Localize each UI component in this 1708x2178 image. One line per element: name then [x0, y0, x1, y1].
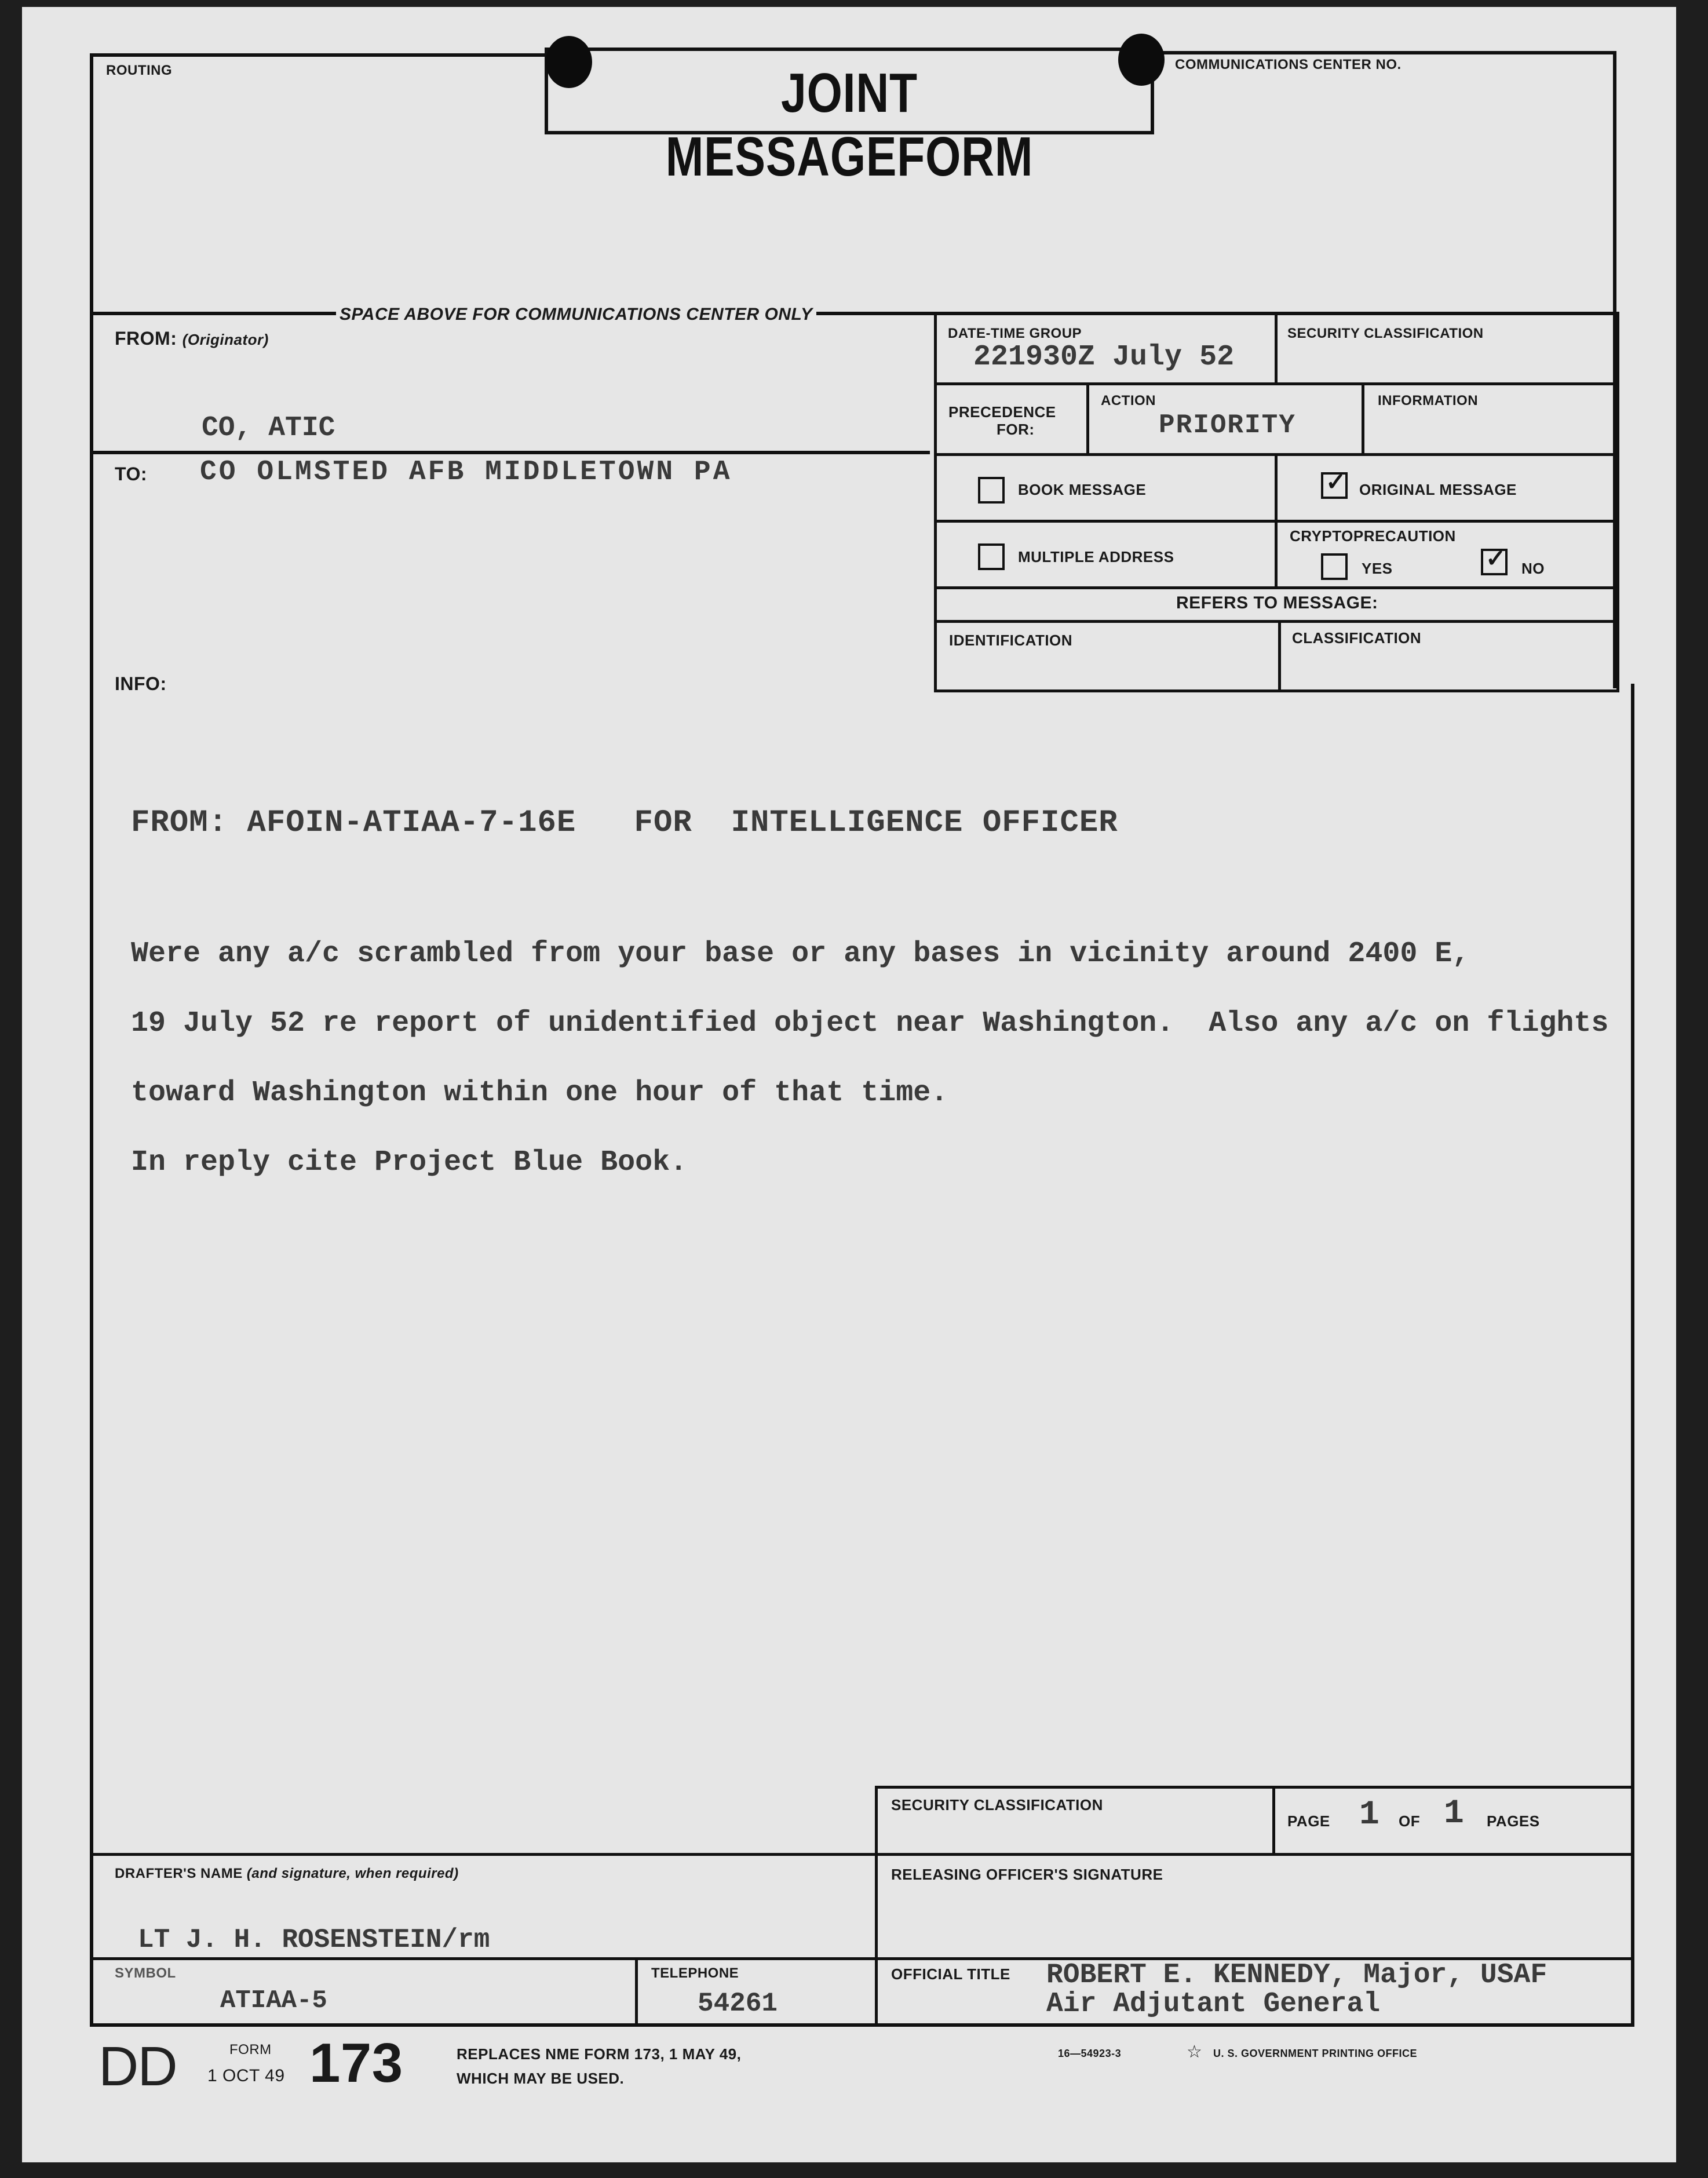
date-time-group-label: DATE-TIME GROUP — [948, 326, 1082, 341]
action-value: PRIORITY — [1159, 410, 1296, 440]
crypto-no-checkbox[interactable] — [1481, 545, 1508, 575]
grid-row-5 — [934, 620, 1619, 623]
replaces-line1: REPLACES NME FORM 173, 1 MAY 49, — [457, 2045, 742, 2063]
official-title-line2: Air Adjutant General — [1046, 1989, 1381, 2020]
symbol-label: SYMBOL — [115, 1965, 176, 1981]
drafter-note: (and signature, when required) — [246, 1866, 459, 1881]
message-body — [131, 937, 1608, 1216]
to-value: CO OLMSTED AFB MIDDLETOWN PA — [200, 457, 732, 488]
from-value: CO, ATIC — [202, 413, 335, 444]
telephone-value: 54261 — [698, 1989, 778, 2019]
original-message-label: ORIGINAL MESSAGE — [1359, 481, 1517, 498]
form-number: 173 — [309, 2032, 403, 2094]
message-line: Were any a/c scrambled from your base or any bases in vicinity around 2400 E, — [131, 937, 1470, 971]
printing-office: U. S. GOVERNMENT PRINTING OFFICE — [1213, 2048, 1418, 2059]
official-title-line1: ROBERT E. KENNEDY, Major, USAF — [1046, 1960, 1548, 1991]
footer-col-page — [1272, 1786, 1275, 1856]
form-date: 1 OCT 49 — [207, 2066, 285, 2085]
footer-mid-divider — [90, 1853, 1634, 1856]
form-title-box — [545, 48, 1154, 188]
page-total: 1 — [1444, 1795, 1464, 1833]
drafter-label-text: DRAFTER'S NAME — [115, 1866, 243, 1881]
frame-top-left — [90, 53, 545, 57]
grid-col-d — [1275, 453, 1278, 589]
originator-label: (Originator) — [182, 331, 269, 348]
telephone-label: TELEPHONE — [651, 1965, 739, 1981]
book-message-checkbox[interactable] — [978, 477, 1005, 504]
crypto-yes-label: YES — [1362, 560, 1393, 577]
frame-left — [90, 53, 93, 2026]
star-icon: ☆ — [1187, 2042, 1203, 2062]
checkmark-icon: ✓ — [1326, 468, 1346, 495]
form-label: FORM — [229, 2042, 272, 2057]
replaces-line2: WHICH MAY BE USED. — [457, 2070, 625, 2087]
from-label — [115, 328, 269, 349]
footer-top-divider — [875, 1786, 1634, 1789]
drafter-label — [115, 1866, 459, 1882]
to-label: TO: — [115, 464, 148, 484]
book-message-label: BOOK MESSAGE — [1018, 481, 1147, 498]
grid-col-e — [1278, 620, 1281, 692]
precedence-label: PRECEDENCE — [948, 403, 1056, 421]
identification-label: IDENTIFICATION — [949, 632, 1073, 649]
date-time-group-value: 221930Z July 52 — [973, 341, 1235, 374]
cryptoprecaution-label: CRYPTOPRECAUTION — [1290, 527, 1456, 545]
official-title-label: OFFICIAL TITLE — [891, 1965, 1010, 1983]
message-line: 19 July 52 re report of unidentified object near Washington. Also any a/c on flights — [131, 1007, 1609, 1040]
multiple-address-label: MULTIPLE ADDRESS — [1018, 548, 1174, 566]
dd-label: DD — [98, 2035, 177, 2097]
footer-security-label: SECURITY CLASSIFICATION — [891, 1796, 1103, 1814]
rivet-left-icon — [546, 36, 592, 88]
checkmark-icon: ✓ — [1486, 545, 1506, 572]
grid-col-c — [1362, 382, 1364, 456]
crypto-no-label: NO — [1521, 560, 1545, 577]
from-to-divider — [90, 451, 930, 454]
comm-center-label: COMMUNICATIONS CENTER NO. — [1175, 57, 1402, 72]
symbol-value: ATIAA-5 — [220, 1986, 327, 2015]
grid-col-b — [1086, 382, 1089, 456]
space-above-note: SPACE ABOVE FOR COMMUNICATIONS CENTER ONLY — [336, 305, 816, 324]
original-message-checkbox[interactable] — [1321, 468, 1348, 499]
footer-col-main — [875, 1786, 878, 2026]
security-classification-label: SECURITY CLASSIFICATION — [1287, 326, 1484, 341]
rivet-right-icon — [1118, 34, 1165, 86]
message-line: In reply cite Project Blue Book. — [131, 1146, 688, 1179]
frame-right-bottom — [1631, 684, 1634, 2026]
footer-col-telephone — [635, 1957, 638, 2026]
crypto-yes-checkbox[interactable] — [1321, 553, 1348, 580]
page-label: PAGE — [1287, 1812, 1330, 1830]
information-label: INFORMATION — [1378, 393, 1479, 408]
grid-col-a — [1275, 312, 1278, 385]
drafter-value: LT J. H. ROSENSTEIN/rm — [138, 1925, 490, 1955]
multiple-address-checkbox[interactable] — [978, 543, 1005, 570]
frame-bottom — [90, 2023, 1634, 2027]
action-label: ACTION — [1101, 393, 1156, 408]
from-label-text: FROM: — [115, 328, 177, 349]
precedence-for-label: FOR: — [997, 421, 1035, 438]
frame-top-right — [1154, 51, 1616, 54]
form-title: JOINT MESSAGEFORM — [665, 62, 1034, 188]
info-label: INFO: — [115, 673, 167, 694]
classification-label: CLASSIFICATION — [1292, 629, 1422, 647]
message-header-line: FROM: AFOIN-ATIAA-7-16E FOR INTELLIGENCE OFFICER — [131, 805, 1118, 841]
pages-label: PAGES — [1487, 1812, 1540, 1830]
message-line: toward Washington within one hour of that time. — [131, 1077, 948, 1110]
releasing-label: RELEASING OFFICER'S SIGNATURE — [891, 1866, 1163, 1883]
page-number: 1 — [1359, 1796, 1379, 1834]
of-label: OF — [1399, 1812, 1421, 1830]
routing-label: ROUTING — [106, 63, 173, 78]
printing-code: 16—54923-3 — [1058, 2048, 1122, 2059]
refers-to-label: REFERS TO MESSAGE: — [1176, 593, 1378, 612]
